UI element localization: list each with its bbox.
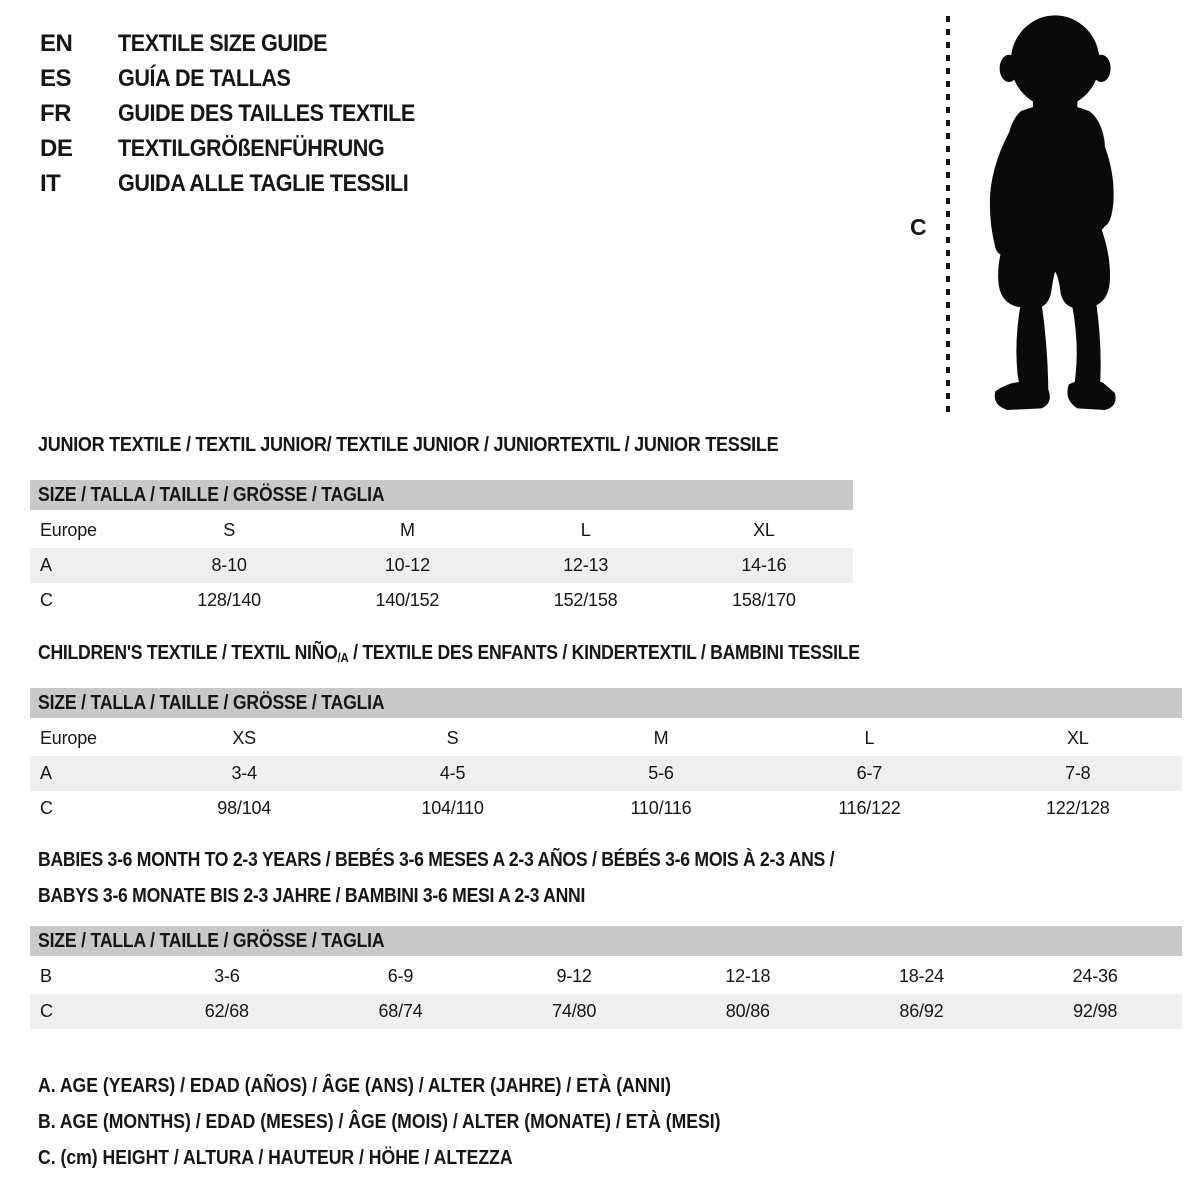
column-header-cell: XS (232, 728, 256, 748)
size-header-bar (30, 926, 1182, 958)
column-header-cell: L (580, 520, 591, 540)
language-code: IT (40, 169, 61, 197)
language-title: GUÍA DE TALLAS (118, 64, 291, 92)
babies-size-table (30, 926, 1182, 1029)
row-label-cell: C (40, 590, 53, 610)
column-header-cell: M (399, 520, 415, 540)
table-row (30, 958, 1182, 995)
size-cell: 68/74 (314, 994, 488, 1029)
column-header-row (30, 512, 853, 549)
size-cell: 7-8 (974, 756, 1182, 791)
toddler-silhouette-image (964, 12, 1136, 422)
row-label-cell: C (40, 798, 53, 818)
size-header-cell: SIZE / TALLA / TAILLE / GRÖSSE / TAGLIA (30, 926, 1182, 958)
column-header-cell: XL (1066, 728, 1089, 748)
row-label-cell: A (30, 756, 140, 791)
size-cell: 140/152 (375, 590, 440, 610)
size-cell: 5-6 (557, 756, 765, 791)
column-header-cell: S (223, 520, 236, 540)
language-title: TEXTILGRÖßENFÜHRUNG (118, 134, 385, 162)
size-cell: 80/86 (661, 994, 835, 1029)
size-cell: 8-10 (140, 548, 318, 583)
table-row (30, 583, 853, 618)
size-cell: 152/158 (553, 590, 618, 610)
size-cell: 3-6 (214, 966, 240, 986)
size-cell: 14-16 (675, 548, 853, 583)
babies-title-line1: BABIES 3-6 MONTH TO 2-3 YEARS / BEBÉS 3-6 MESES A 2-3 AÑOS / BÉBÉS 3-6 MOIS À 2-3 ANS / (38, 849, 835, 871)
junior-section-title: JUNIOR TEXTILE / TEXTIL JUNIOR/ TEXTILE JUNIOR / JUNIORTEXTIL / JUNIOR TESSILE (38, 434, 779, 456)
language-title: TEXTILE SIZE GUIDE (118, 29, 328, 57)
language-code: EN (40, 29, 73, 57)
legend-line-b: B. AGE (MONTHS) / EDAD (MESES) / ÂGE (MOIS) / ALTER (MONATE) / ETÀ (MESI) (38, 1111, 721, 1133)
size-cell: 110/116 (630, 798, 692, 818)
legend-line-a: A. AGE (YEARS) / EDAD (AÑOS) / ÂGE (ANS) / ALTER (JAHRE) / ETÀ (ANNI) (38, 1075, 671, 1097)
size-cell: 6-9 (387, 966, 414, 986)
language-row (40, 61, 448, 96)
size-cell: 104/110 (421, 798, 484, 818)
height-measure-label: C (910, 214, 927, 240)
language-row (40, 26, 448, 61)
children-title-main: CHILDREN'S TEXTILE / TEXTIL NIÑO (38, 642, 338, 664)
size-header-cell: SIZE / TALLA / TAILLE / GRÖSSE / TAGLIA (30, 480, 853, 512)
children-section-title (38, 642, 972, 665)
size-header-cell: SIZE / TALLA / TAILLE / GRÖSSE / TAGLIA (30, 688, 1182, 720)
column-header-cell: L (864, 728, 875, 748)
language-row (40, 96, 448, 131)
row-label-cell: B (40, 966, 52, 986)
size-header-bar (30, 688, 1182, 720)
size-cell: 9-12 (556, 966, 592, 986)
language-code: FR (40, 99, 71, 127)
table-row (30, 994, 1182, 1029)
size-cell: 6-7 (765, 756, 973, 791)
column-header-cell: M (653, 728, 669, 748)
language-title: GUIDE DES TAILLES TEXTILE (118, 99, 415, 127)
children-size-table (30, 688, 1182, 826)
size-cell: 18-24 (898, 966, 944, 986)
region-label-cell: Europe (40, 520, 97, 540)
column-header-row (30, 720, 1182, 757)
size-cell: 4-5 (348, 756, 556, 791)
size-cell: 24-36 (1072, 966, 1118, 986)
column-header-cell: S (446, 728, 459, 748)
size-cell: 116/122 (838, 798, 901, 818)
size-cell: 128/140 (197, 590, 261, 610)
size-cell: 122/128 (1045, 798, 1110, 818)
size-cell: 3-4 (140, 756, 348, 791)
row-label-cell: A (30, 548, 140, 583)
language-code: DE (40, 134, 73, 162)
region-label-cell: Europe (40, 728, 97, 748)
language-title: GUIDA ALLE TAGLIE TESSILI (118, 169, 409, 197)
language-row (40, 131, 448, 166)
table-row (30, 756, 1182, 791)
legend-line-c: C. (cm) HEIGHT / ALTURA / HAUTEUR / HÖHE / ALTEZZA (38, 1147, 513, 1169)
size-header-bar (30, 480, 853, 512)
measurement-legend (38, 1068, 814, 1176)
children-title-subscript: /A (337, 650, 349, 665)
size-cell: 12-18 (725, 966, 771, 986)
babies-title-line2: BABYS 3-6 MONATE BIS 2-3 JAHRE / BAMBINI 3-6 MESI A 2-3 ANNI (38, 885, 586, 907)
size-cell: 86/92 (835, 994, 1009, 1029)
children-title-rest: / TEXTILE DES ENFANTS / KINDERTEXTIL / BAMBINI TESSILE (348, 642, 860, 664)
row-label-cell: C (30, 994, 140, 1029)
table-row (30, 791, 1182, 826)
size-cell: 62/68 (140, 994, 314, 1029)
babies-section-title (38, 842, 943, 914)
size-cell: 158/170 (732, 590, 796, 610)
size-cell: 12-13 (497, 548, 675, 583)
size-cell: 74/80 (487, 994, 661, 1029)
height-measure-dashed-line (946, 16, 950, 416)
size-cell: 98/104 (217, 798, 272, 818)
column-header-cell: XL (753, 520, 775, 540)
junior-size-table (30, 480, 853, 618)
language-title-block (40, 26, 448, 201)
language-row (40, 166, 448, 201)
size-cell: 92/98 (1008, 994, 1182, 1029)
language-code: ES (40, 64, 72, 92)
size-cell: 10-12 (318, 548, 496, 583)
table-row (30, 548, 853, 583)
